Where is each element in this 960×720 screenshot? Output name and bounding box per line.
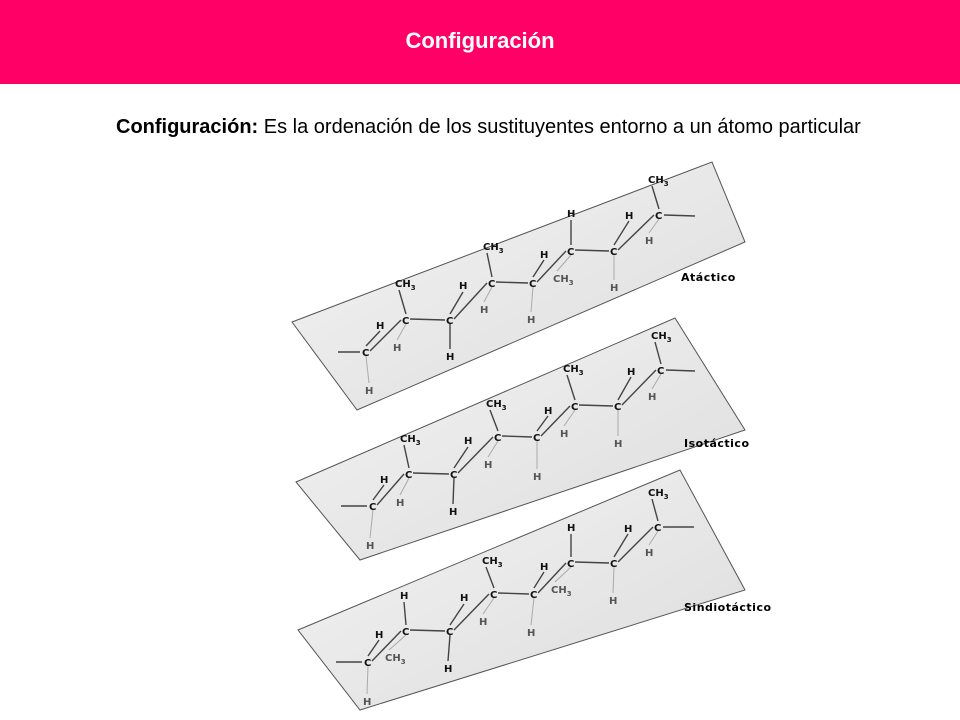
carbon-atom: C	[402, 627, 410, 638]
methyl-group: $CH_3$	[648, 175, 669, 188]
methyl-group: $CH_3$	[482, 556, 503, 569]
backbone-bond	[498, 593, 529, 594]
hydrogen-atom: H	[527, 628, 536, 639]
methyl-group: $CH_3$	[483, 242, 504, 255]
backbone-bond	[575, 562, 609, 563]
carbon-atom: C	[362, 348, 370, 359]
hydrogen-atom: H	[375, 630, 384, 641]
carbon-atom: C	[402, 316, 410, 327]
carbon-atom: C	[364, 658, 372, 669]
hydrogen-atom: H	[540, 250, 549, 261]
carbon-atom: C	[530, 590, 538, 601]
carbon-atom: C	[405, 470, 413, 481]
hydrogen-atom: H	[459, 281, 468, 292]
carbon-atom: C	[490, 590, 498, 601]
hydrogen-atom: H	[645, 548, 654, 559]
hydrogen-atom: H	[460, 593, 469, 604]
definition-term: Configuración:	[116, 116, 259, 138]
carbon-atom: C	[567, 559, 575, 570]
label-syndiotactic: Sindiotáctico	[684, 601, 772, 614]
hydrogen-atom: H	[479, 617, 488, 628]
carbon-atom: C	[571, 402, 579, 413]
backbone-bond	[579, 405, 613, 406]
methyl-group: $CH_3$	[385, 653, 406, 666]
hydrogen-atom: H	[393, 343, 402, 354]
carbon-atom: C	[655, 211, 663, 222]
hydrogen-atom: H	[376, 321, 385, 332]
hydrogen-atom: H	[446, 352, 455, 363]
methyl-group: $CH_3$	[648, 488, 669, 501]
carbon-atom: C	[450, 470, 458, 481]
definition-body: Es la ordenación de los sustituyentes entorno a un átomo particular	[258, 116, 861, 138]
hydrogen-atom: H	[363, 697, 372, 708]
hydrogen-atom: H	[610, 283, 619, 294]
hydrogen-atom: H	[609, 596, 618, 607]
hydrogen-atom: H	[544, 406, 553, 417]
hydrogen-atom: H	[365, 386, 374, 397]
carbon-atom: C	[369, 502, 377, 513]
methyl-group: $CH_3$	[400, 434, 421, 447]
methyl-group: $CH_3$	[551, 585, 572, 598]
hydrogen-atom: H	[645, 236, 654, 247]
hydrogen-atom: H	[567, 209, 576, 220]
carbon-atom: C	[529, 279, 537, 290]
backbone-bond	[575, 250, 609, 251]
methyl-group: $CH_3$	[651, 331, 672, 344]
backbone-bond	[410, 319, 445, 320]
carbon-atom: C	[567, 247, 575, 258]
hydrogen-atom: H	[480, 305, 489, 316]
carbon-atom: C	[610, 247, 618, 258]
methyl-group: $CH_3$	[395, 279, 416, 292]
carbon-atom: C	[533, 433, 541, 444]
hydrogen-atom: H	[464, 436, 473, 447]
carbon-atom: C	[610, 559, 618, 570]
hydrogen-atom: H	[614, 439, 623, 450]
methyl-group: $CH_3$	[563, 364, 584, 377]
hydrogen-atom: H	[625, 211, 634, 222]
hydrogen-atom: H	[484, 460, 493, 471]
methyl-group: $CH_3$	[553, 274, 574, 287]
carbon-atom: C	[446, 316, 454, 327]
hydrogen-atom: H	[396, 498, 405, 509]
substituent-bond	[453, 478, 454, 504]
hydrogen-atom: H	[444, 664, 453, 675]
hydrogen-atom: H	[527, 315, 536, 326]
hydrogen-atom: H	[540, 562, 549, 573]
hydrogen-atom: H	[560, 429, 569, 440]
chain-end-bond	[664, 215, 695, 216]
carbon-atom: C	[446, 627, 454, 638]
chain-end-bond	[666, 370, 695, 371]
carbon-atom: C	[494, 433, 502, 444]
methyl-group: $CH_3$	[486, 399, 507, 412]
hydrogen-atom: H	[533, 472, 542, 483]
hydrogen-atom: H	[449, 507, 458, 518]
backbone-bond	[502, 436, 532, 437]
carbon-atom: C	[657, 366, 665, 377]
backbone-bond	[413, 473, 449, 474]
backbone-bond	[410, 630, 445, 631]
label-isotactic: Isotáctico	[684, 437, 750, 450]
hydrogen-atom: H	[366, 541, 375, 552]
hydrogen-atom: H	[624, 524, 633, 535]
hydrogen-atom: H	[380, 475, 389, 486]
carbon-atom: C	[488, 279, 496, 290]
label-atactic: Atáctico	[681, 271, 736, 284]
carbon-atom: C	[654, 523, 662, 534]
hydrogen-atom: H	[400, 591, 409, 602]
hydrogen-atom: H	[627, 367, 636, 378]
hydrogen-atom: H	[567, 523, 576, 534]
slide-title: Configuración	[405, 28, 555, 53]
hydrogen-atom: H	[648, 392, 657, 403]
backbone-bond	[496, 282, 528, 283]
carbon-atom: C	[614, 402, 622, 413]
